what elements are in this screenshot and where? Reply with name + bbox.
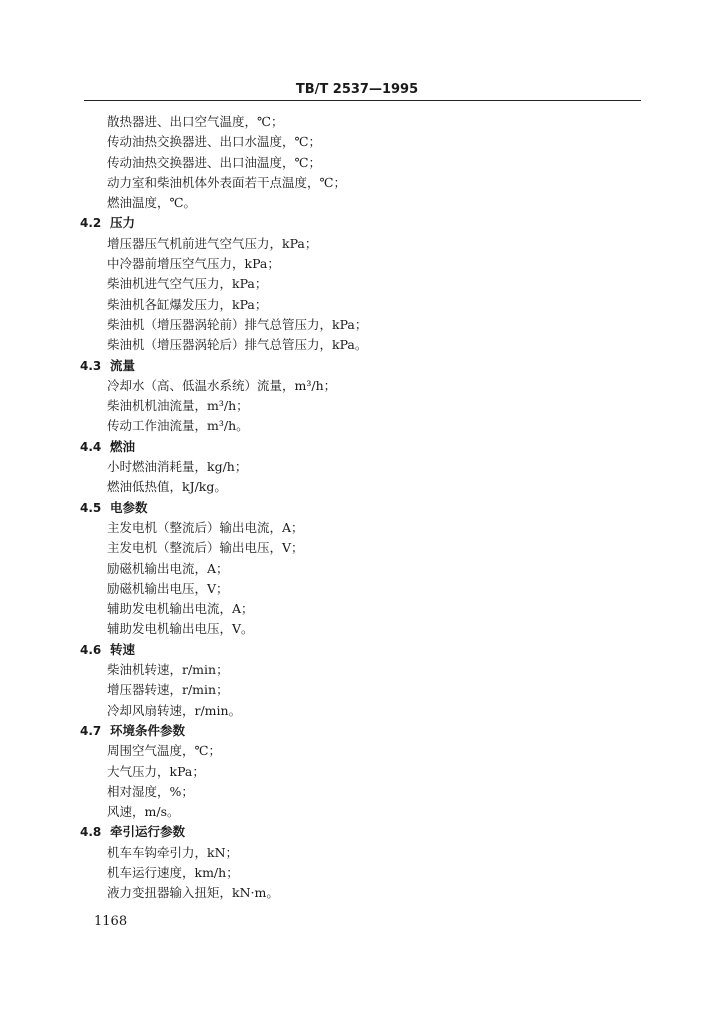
list-item: 柴油机（增压器涡轮前）排气总管压力，kPa； [107, 316, 368, 332]
section-heading [80, 213, 640, 233]
section-number: 4.4 [80, 439, 102, 454]
section-number: 4.7 [80, 723, 102, 738]
list-item: 燃油温度，℃。 [107, 195, 196, 211]
list-item: 柴油机各缸爆发压力，kPa； [107, 296, 268, 312]
list-item: 增压器转速，r/min； [107, 682, 229, 698]
document-body [80, 112, 640, 904]
section-title: 环境条件参数 [110, 722, 186, 738]
list-item: 辅助发电机输出电压，V。 [107, 621, 254, 637]
section-heading [80, 822, 640, 842]
section-title: 流量 [110, 357, 136, 373]
list-item: 散热器进、出口空气温度，℃； [107, 114, 284, 129]
list-item: 燃油低热值，kJ/kg。 [107, 479, 227, 495]
list-item: 传动工作油流量，m³/h。 [107, 418, 249, 434]
section-heading [80, 356, 640, 376]
page-number: 1168 [94, 914, 128, 929]
list-item: 励磁机输出电流，A； [107, 560, 229, 576]
section-number: 4.6 [80, 642, 102, 657]
header-rule [84, 100, 641, 101]
list-item: 机车运行速度，km/h； [107, 864, 239, 880]
list-item: 中冷器前增压空气压力，kPa； [107, 256, 280, 272]
section-title: 压力 [110, 215, 136, 231]
section-heading [80, 640, 640, 660]
section-title: 牵引运行参数 [110, 824, 186, 840]
section-number: 4.2 [80, 216, 102, 231]
list-item: 柴油机机油流量，m³/h； [107, 398, 249, 414]
list-item: 冷却水（高、低温水系统）流量，m³/h； [107, 377, 337, 393]
list-item: 柴油机（增压器涡轮后）排气总管压力，kPa。 [107, 337, 368, 353]
section-title: 电参数 [110, 499, 148, 515]
list-item: 辅助发电机输出电流，A； [107, 601, 254, 617]
list-item: 动力室和柴油机体外表面若干点温度，℃； [107, 174, 346, 190]
list-item: 小时燃油消耗量，kg/h； [107, 459, 248, 475]
section-number: 4.5 [80, 500, 102, 515]
list-item: 传动油热交换器进、出口油温度，℃； [107, 154, 321, 170]
list-item: 周围空气温度，℃； [107, 743, 221, 759]
list-item: 液力变扭器输入扭矩，kN·m。 [107, 885, 279, 901]
list-item: 相对湿度，%； [107, 783, 194, 799]
document-header: TB/T 2537—1995 [295, 82, 419, 97]
list-item: 主发电机（整流后）输出电压，V； [107, 540, 304, 556]
list-item: 风速，m/s。 [107, 804, 180, 820]
section-number: 4.3 [80, 358, 102, 373]
section-number: 4.8 [80, 825, 102, 840]
section-heading [80, 721, 640, 741]
section-heading [80, 498, 640, 518]
list-item: 励磁机输出电压，V； [107, 580, 229, 596]
list-item: 机车车钩牵引力，kN； [107, 844, 239, 860]
list-item: 增压器压气机前进气空气压力，kPa； [107, 235, 318, 251]
list-item: 冷却风扇转速，r/min。 [107, 702, 242, 718]
section-title: 转速 [110, 641, 136, 657]
list-item: 传动油热交换器进、出口水温度，℃； [107, 134, 321, 150]
section-heading [80, 437, 640, 457]
list-item: 大气压力，kPa； [107, 763, 205, 779]
section-title: 燃油 [110, 438, 136, 454]
list-item: 主发电机（整流后）输出电流，A； [107, 519, 304, 535]
list-item: 柴油机转速，r/min； [107, 662, 229, 678]
list-item: 柴油机进气空气压力，kPa； [107, 276, 268, 292]
